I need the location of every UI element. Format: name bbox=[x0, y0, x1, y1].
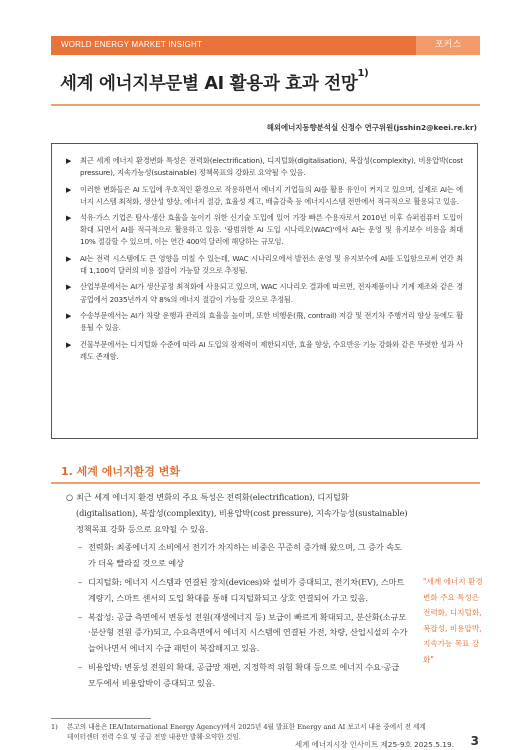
dash-bullet-icon: – bbox=[78, 542, 82, 553]
header-bar bbox=[51, 36, 480, 55]
sub-paragraph-text: 전력화: 최종에너지 소비에서 전기가 차지하는 비중은 꾸준히 증가해 왔으며, 그 증가 속도가 더욱 빨라질 것으로 예상 bbox=[88, 542, 402, 569]
sub-paragraph-text: 복잡성: 공급 측면에서 변동성 전원(재생에너지 등) 보급이 빠르게 확대되고, 분산화(소규모·분산형 전원 증가)되고, 수요측면에서 에너지 시스템에 연결된 가전, 차량, 산업시설의 수가 늘어나면서 에너지 수급 패턴이 복잡해지고 있음. bbox=[88, 611, 408, 654]
title-text: 세계 에너지부문별 AI 활용과 효과 전망 bbox=[60, 74, 358, 94]
summary-list bbox=[52, 144, 477, 363]
footnote-divider bbox=[51, 718, 151, 719]
publication-info: 세계 에너지시장 인사이트 제25-9호 2025.5.19. bbox=[295, 740, 454, 749]
triangle-right-icon: ▶ bbox=[66, 311, 72, 320]
title-divider bbox=[51, 104, 480, 106]
section-label: WORLD ENERGY MARKET INSIGHT bbox=[61, 40, 203, 49]
summary-item-text: 석유·가스 기업은 탐사·생산 효율을 높이기 위한 신기술 도입에 있어 가장 빠른 수용자로서 2010년 이후 슈퍼컴퓨터 도입이 확대 되면서 AI를 적극적으로 활용하고 있음. '광범위한 AI 도입 시나리오(WAC)'에서 AI는 운영 및 유지보수 비용을 최대 10% 절감할 수 있으며, 이는 연간 400억 달러에 해당하는 규모임. bbox=[80, 213, 463, 247]
page-number: 3 bbox=[470, 734, 479, 748]
footnote-number: 1) bbox=[51, 723, 58, 731]
page-title bbox=[60, 70, 368, 95]
summary-item-text: 이러한 변화들은 AI 도입에 우호적인 환경으로 작용하면서 에너지 기업들의 AI를 활용 유인이 커지고 있으며, 실제로 AI는 에너지 시스템 최적화, 생산성 향상, 에너지 절감, 효율성 제고, 배출감축 등 에너지시스템 전반에서 적극적으로 활용되고 있음. bbox=[80, 184, 463, 206]
summary-box bbox=[51, 143, 478, 439]
triangle-right-icon: ▶ bbox=[66, 283, 72, 292]
summary-item bbox=[66, 212, 463, 248]
sub-paragraph-text: 비용압박: 변동성 전원의 확대, 공급망 재편, 지정학적 위험 확대 등으로 에너지 수요·공급 모두에서 비용압박이 증대되고 있음. bbox=[88, 661, 400, 688]
main-paragraph-text: 최근 세계 에너지 환경 변화의 주요 특성은 전력화(electrification), 디지털화(digitalisation), 복잡성(complexity), 비용압박(cost pressure), 지속가능성(sustainable) 정책목표 강화 등으로 요약될 수 있음. bbox=[76, 492, 408, 534]
dash-bullet-icon: – bbox=[78, 576, 82, 587]
triangle-right-icon: ▶ bbox=[66, 214, 72, 223]
sub-paragraph bbox=[66, 610, 408, 657]
summary-item-text: 산업부문에서는 AI가 생산공정 최적화에 사용되고 있으며, WAC 시나리오 결과에 따르면, 전자제품이나 기계 제조와 같은 경공업에서 2035년까지 약 8%의 에너지 절감이 가능할 것으로 추정됨. bbox=[80, 282, 463, 304]
triangle-right-icon: ▶ bbox=[66, 185, 72, 194]
summary-item-text: 수송부문에서는 AI가 차량 운행과 관리의 효율을 높이며, 또한 비행운(飛, contrail) 저감 및 전기차 주행거리 향상 등에도 활용될 수 있음. bbox=[80, 310, 463, 333]
section-divider bbox=[51, 482, 480, 484]
summary-item bbox=[66, 339, 463, 363]
sub-paragraph-text: 디지털화: 에너지 시스템과 연결된 장치(devices)와 설비가 증대되고, 전기차(EV), 스마트 계량기, 스마트 센서의 도입 확대를 통해 디지털화되고 상호 연결되어 가고 있음. bbox=[88, 576, 405, 603]
triangle-right-icon: ▶ bbox=[66, 157, 72, 165]
category-tag: 포커스 bbox=[416, 36, 480, 55]
section-heading: 1. 세계 에너지환경 변화 bbox=[61, 465, 180, 478]
summary-item-text: 최근 세계 에너지 환경변화 특성은 전력화(electrification), 디지털화(digitalisation), 복잡성(complexity), 비용압박(cost pressure), 지속가능성(sustainable) 정책목표의 강화로 요약될 수 있음. bbox=[80, 156, 463, 178]
summary-item bbox=[66, 310, 463, 334]
summary-item bbox=[66, 253, 463, 277]
summary-item-text: 건물부문에서는 디지털화 수준에 따라 AI 도입의 잠재력이 제한되지만, 효율 향상, 수요반응 기능 강화와 같은 뚜렷한 성과 사례도 존재함. bbox=[80, 339, 463, 361]
summary-item-text: AI는 전력 시스템에도 큰 영향을 미칠 수 있는데, WAC 시나리오에서 발전소 운영 및 유지보수에 AI를 도입함으로써 연간 최대 1,100억 달러의 비용 절감이 가능할 것으로 추정됨. bbox=[80, 253, 463, 275]
body-text bbox=[66, 490, 408, 692]
title-footnote-ref[interactable]: 1) bbox=[357, 68, 369, 79]
triangle-right-icon: ▶ bbox=[66, 254, 72, 263]
sub-paragraph bbox=[66, 660, 408, 692]
pull-quote: "세계 에너지 환경 변화 주요 특성은 전력화, 디지털화, 복잡성, 비용압박, 지속가능 목표 강화" bbox=[423, 577, 483, 664]
sub-paragraph bbox=[66, 540, 408, 572]
sub-paragraph bbox=[66, 575, 408, 607]
circle-bullet-icon: ○ bbox=[66, 492, 74, 502]
triangle-right-icon: ▶ bbox=[66, 340, 72, 349]
author-line: 해외에너지동향분석실 신정수 연구위원(jsshin2@keei.re.kr) bbox=[266, 123, 477, 132]
footnote-text: 본고의 내용은 IEA(International Energy Agency)에서 2025년 4월 발표한 Energy and AI 보고서 내용 중에서 전 세계 데이터센터 전력 수요 및 공급 전망 내용만 발췌·요약한 것임. bbox=[67, 723, 426, 741]
dash-bullet-icon: – bbox=[78, 611, 82, 622]
dash-bullet-icon: – bbox=[78, 661, 82, 672]
summary-item bbox=[66, 184, 463, 208]
main-paragraph bbox=[66, 490, 408, 537]
summary-item bbox=[66, 281, 463, 305]
summary-item bbox=[66, 155, 463, 179]
